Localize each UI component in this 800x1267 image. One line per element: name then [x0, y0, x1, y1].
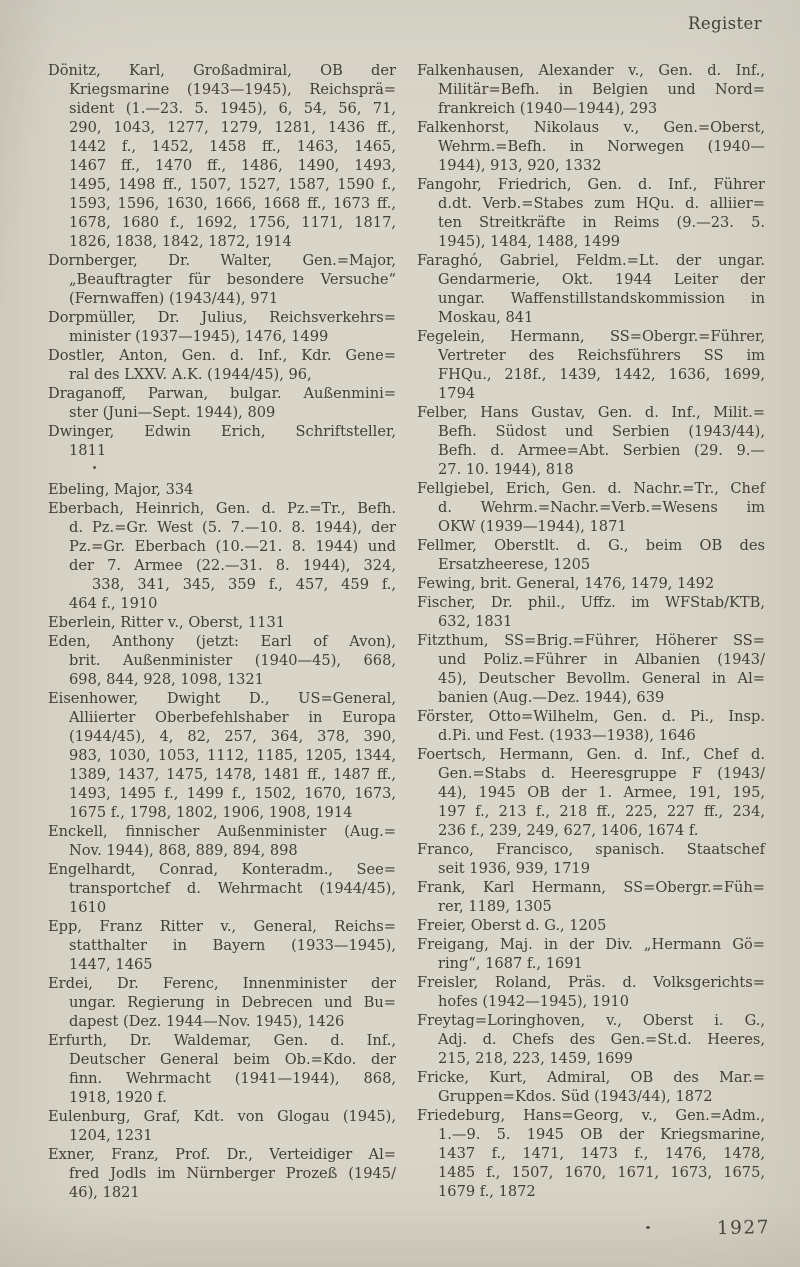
index-entry-line: seit 1936, 939, 1719 [438, 860, 590, 877]
index-entry-line: 983, 1030, 1053, 1112, 1185, 1205, 1344, [69, 747, 396, 764]
index-entry [48, 499, 396, 613]
index-entry-line: Draganoff, Parwan, bulgar. Außenmini= [48, 385, 396, 402]
index-entry [48, 632, 396, 689]
index-entry-line: 1485 f., 1507, 1670, 1671, 1673, 1675, [438, 1164, 765, 1181]
index-entry-line: 1467 ff., 1470 ff., 1486, 1490, 1493, [69, 157, 396, 174]
index-entry-line: OKW (1939—1944), 1871 [438, 518, 627, 535]
index-entry-line: Dornberger, Dr. Walter, Gen.=Major, [48, 252, 396, 269]
index-entry-line: rer, 1189, 1305 [438, 898, 552, 915]
index-entry [48, 1031, 396, 1107]
index-entry-line: Freier, Oberst d. G., 1205 [417, 917, 607, 934]
index-entry-line: Freigang, Maj. in der Div. „Hermann Gö= [417, 936, 765, 953]
index-entry-line: Felber, Hans Gustav, Gen. d. Inf., Milit.= [417, 404, 765, 421]
index-entry [417, 745, 765, 840]
index-entry-line: 632, 1831 [438, 613, 513, 630]
index-entry-line: Ersatzheerese, 1205 [438, 556, 591, 573]
index-entry-line: 1794 [438, 385, 476, 402]
index-entry [417, 840, 765, 878]
index-entry-line: Eden, Anthony (jetzt: Earl of Avon), [48, 633, 396, 650]
index-entry-line: Fellmer, Oberstlt. d. G., beim OB des [417, 537, 765, 554]
index-entry-line: Franco, Francisco, spanisch. Staatschef [417, 841, 765, 858]
index-entry [48, 822, 396, 860]
index-entry-line: 1437 f., 1471, 1473 f., 1476, 1478, [438, 1145, 765, 1162]
index-entry-line: 1610 [69, 899, 107, 916]
index-entry-line: 236 f., 239, 249, 627, 1406, 1674 f. [438, 822, 699, 839]
index-entry-line: Foertsch, Hermann, Gen. d. Inf., Chef d. [417, 746, 765, 763]
index-entry [417, 403, 765, 479]
index-entry [417, 61, 765, 118]
index-entry-line: Kriegsmarine (1943—1945), Reichsprä= [69, 81, 396, 98]
index-entry-line: minister (1937—1945), 1476, 1499 [69, 328, 329, 345]
index-entry-line: Eberbach, Heinrich, Gen. d. Pz.=Tr., Befh. [48, 500, 396, 517]
index-entry-line: (Fernwaffen) (1943/44), 971 [69, 290, 279, 307]
index-entry-line: Fricke, Kurt, Admiral, OB des Mar.= [417, 1069, 765, 1086]
index-entry-line: frankreich (1940—1944), 293 [438, 100, 658, 117]
index-entry-line: transportchef d. Wehrmacht (1944/45), [69, 880, 396, 897]
index-entry-line: Ebeling, Major, 334 [48, 481, 194, 498]
index-entry-line: Enckell, finnischer Außenminister (Aug.= [48, 823, 396, 840]
index-entry [48, 346, 396, 384]
index-entry-line: 290, 1043, 1277, 1279, 1281, 1436 ff., [69, 119, 396, 136]
index-entry-line: Freisler, Roland, Präs. d. Volksgerichts= [417, 974, 765, 991]
index-entry [417, 593, 765, 631]
index-entry-line: brit. Außenminister (1940—45), 668, [69, 652, 396, 669]
index-entry-line: Moskau, 841 [438, 309, 534, 326]
index-entry-line: Deutscher General beim Ob.=Kdo. der [69, 1051, 396, 1068]
index-entry-line: Faraghó, Gabriel, Feldm.=Lt. der ungar. [417, 252, 765, 269]
index-entry-line: 1679 f., 1872 [438, 1183, 536, 1200]
index-entry [417, 479, 765, 536]
index-entry-line: Gruppen=Kdos. Süd (1943/44), 1872 [438, 1088, 713, 1105]
index-entry [417, 175, 765, 251]
index-entry [48, 689, 396, 822]
index-entry [48, 308, 396, 346]
index-entry-line: Alliierter Oberbefehlshaber in Europa [69, 709, 396, 726]
index-entry-line: sident (1.—23. 5. 1945), 6, 54, 56, 71, [69, 100, 396, 117]
index-entry [48, 480, 396, 499]
index-entry-line: statthalter in Bayern (1933—1945), [69, 937, 396, 954]
index-entry-line: Fewing, brit. General, 1476, 1479, 1492 [417, 575, 715, 592]
index-entry-line: Fellgiebel, Erich, Gen. d. Nachr.=Tr., Chef [417, 480, 765, 497]
index-entry-line: Erfurth, Dr. Waldemar, Gen. d. Inf., [48, 1032, 396, 1049]
index-entry-line: Gendarmerie, Okt. 1944 Leiter der [438, 271, 765, 288]
index-entry-line: ten Streitkräfte in Reims (9.—23. 5. [438, 214, 765, 231]
index-entry-line: Adj. d. Chefs des Gen.=St.d. Heeres, [438, 1031, 765, 1048]
index-entry-line: Falkenhausen, Alexander v., Gen. d. Inf., [417, 62, 765, 79]
index-entry-line: Vertreter des Reichsführers SS im [438, 347, 765, 364]
index-entry-line: Nov. 1944), 868, 889, 894, 898 [69, 842, 298, 859]
index-entry-line: Befh. d. Armee=Abt. Serbien (29. 9.— [438, 442, 765, 459]
index-entry-line: 464 f., 1910 [69, 595, 158, 612]
index-entry-line: 1389, 1437, 1475, 1478, 1481 ff., 1487 ff., [69, 766, 396, 783]
index-entry-line: 27. 10. 1944), 818 [438, 461, 574, 478]
index-entry-line: d.dt. Verb.=Stabes zum HQu. d. alliier= [438, 195, 765, 212]
index-entry-line: 45), Deutscher Bevollm. General in Al= [438, 670, 765, 687]
index-entry-line: hofes (1942—1945), 1910 [438, 993, 630, 1010]
index-column-right [417, 61, 765, 1201]
index-entry-line: Dostler, Anton, Gen. d. Inf., Kdr. Gene= [48, 347, 396, 364]
index-entry [48, 1145, 396, 1202]
index-entry-line: Freytag=Loringhoven, v., Oberst i. G., [417, 1012, 765, 1029]
index-entry-line: Falkenhorst, Nikolaus v., Gen.=Oberst, [417, 119, 765, 136]
index-entry-line: Engelhardt, Conrad, Konteradm., See= [48, 861, 396, 878]
index-entry-line: Pz.=Gr. Eberbach (10.—21. 8. 1944) und [69, 538, 396, 555]
index-entry-line: Befh. Südost und Serbien (1943/44), [438, 423, 765, 440]
index-entry [417, 574, 765, 593]
index-entry-line: ungar. Regierung in Debrecen und Bu= [69, 994, 396, 1011]
ink-speck [93, 466, 96, 469]
index-entry [417, 935, 765, 973]
index-entry [417, 1106, 765, 1201]
index-entry-line: ungar. Waffenstillstandskommission in [438, 290, 765, 307]
index-entry-line: (1944/45), 4, 82, 257, 364, 378, 390, [69, 728, 396, 745]
index-entry-line: banien (Aug.—Dez. 1944), 639 [438, 689, 665, 706]
index-entry-line: finn. Wehrmacht (1941—1944), 868, [69, 1070, 396, 1087]
index-entry-line: 698, 844, 928, 1098, 1321 [69, 671, 264, 688]
index-entry-line: Exner, Franz, Prof. Dr., Verteidiger Al= [48, 1146, 396, 1163]
index-entry-line: 1944), 913, 920, 1332 [438, 157, 602, 174]
index-entry [417, 878, 765, 916]
index-entry-line: 1918, 1920 f. [69, 1089, 167, 1106]
index-entry-line: d.Pi. und Fest. (1933—1938), 1646 [438, 727, 696, 744]
index-entry [417, 327, 765, 403]
index-entry-line: 1495, 1498 ff., 1507, 1527, 1587, 1590 f., [69, 176, 396, 193]
index-entry-line: 1826, 1838, 1842, 1872, 1914 [69, 233, 292, 250]
index-entry [48, 1107, 396, 1145]
index-entry-line: Fitzthum, SS=Brig.=Führer, Höherer SS= [417, 632, 765, 649]
index-entry-line: d. Wehrm.=Nachr.=Verb.=Wesens im [438, 499, 765, 516]
index-entry-line: 1945), 1484, 1488, 1499 [438, 233, 621, 250]
index-entry-line: Fegelein, Hermann, SS=Obergr.=Führer, [417, 328, 765, 345]
index-entry-line: d. Pz.=Gr. West (5. 7.—10. 8. 1944), der [69, 519, 396, 536]
index-entry [417, 916, 765, 935]
index-entry-line: „Beauftragter für besondere Versuche“ [69, 271, 396, 288]
index-entry-line: und Poliz.=Führer in Albanien (1943/ [438, 651, 765, 668]
index-entry [417, 1011, 765, 1068]
index-entry-line: Dorpmüller, Dr. Julius, Reichsverkehrs= [48, 309, 396, 326]
index-column-left [48, 61, 396, 1202]
index-entry-line: Dwinger, Edwin Erich, Schriftsteller, [48, 423, 396, 440]
index-entry-line: fred Jodls im Nürnberger Prozeß (1945/ [69, 1165, 396, 1182]
index-entry-line: Frank, Karl Hermann, SS=Obergr.=Füh= [417, 879, 765, 896]
index-entry [417, 973, 765, 1011]
index-entry [417, 631, 765, 707]
index-entry [48, 61, 396, 251]
index-entry-line: 1811 [69, 442, 107, 459]
index-entry-line: 1493, 1495 f., 1499 f., 1502, 1670, 1673, [69, 785, 396, 802]
ink-speck [646, 1226, 650, 1229]
index-entry [48, 917, 396, 974]
index-entry-line: 1204, 1231 [69, 1127, 153, 1144]
index-entry-line: Eisenhower, Dwight D., US=General, [48, 690, 396, 707]
index-entry [417, 536, 765, 574]
page-number: 1927 [716, 1217, 771, 1240]
index-entry-line: ral des LXXV. A.K. (1944/45), 96, [69, 366, 312, 383]
index-entry-line: Fischer, Dr. phil., Uffz. im WFStab/KTB, [417, 594, 765, 611]
index-entry-line: Eulenburg, Graf, Kdt. von Glogau (1945), [48, 1108, 396, 1125]
index-entry-line: 215, 218, 223, 1459, 1699 [438, 1050, 633, 1067]
index-entry-line: FHQu., 218f., 1439, 1442, 1636, 1699, [438, 366, 765, 383]
index-entry-line: Eberlein, Ritter v., Oberst, 1131 [48, 614, 286, 631]
index-entry-line: Dönitz, Karl, Großadmiral, OB der [48, 62, 396, 79]
index-entry [417, 1068, 765, 1106]
index-entry [417, 118, 765, 175]
index-entry-line: dapest (Dez. 1944—Nov. 1945), 1426 [69, 1013, 345, 1030]
index-entry [48, 613, 396, 632]
index-entry-line: Epp, Franz Ritter v., General, Reichs= [48, 918, 396, 935]
index-entry-line: ster (Juni—Sept. 1944), 809 [69, 404, 276, 421]
index-entry-line: Friedeburg, Hans=Georg, v., Gen.=Adm., [417, 1107, 765, 1124]
index-entry-line: 46), 1821 [69, 1184, 140, 1201]
index-entry-line: Fangohr, Friedrich, Gen. d. Inf., Führer [417, 176, 765, 193]
index-entry [48, 384, 396, 422]
index-entry [48, 422, 396, 460]
index-entry [48, 860, 396, 917]
index-entry-line: 1678, 1680 f., 1692, 1756, 1171, 1817, [69, 214, 396, 231]
index-entry-line: 338, 341, 345, 359 f., 457, 459 f., [92, 576, 396, 593]
index-entry-line: Gen.=Stabs d. Heeresgruppe F (1943/ [438, 765, 765, 782]
index-entry-line: 1442 f., 1452, 1458 ff., 1463, 1465, [69, 138, 396, 155]
index-entry [48, 251, 396, 308]
index-entry-line: Erdei, Dr. Ferenc, Innenminister der [48, 975, 396, 992]
index-entry [48, 974, 396, 1031]
index-entry-line: Wehrm.=Befh. in Norwegen (1940— [438, 138, 765, 155]
index-entry-line: Förster, Otto=Wilhelm, Gen. d. Pi., Insp. [417, 708, 765, 725]
index-entry-line: 1.—9. 5. 1945 OB der Kriegsmarine, [438, 1126, 765, 1143]
running-header: Register [688, 14, 762, 33]
index-entry-line: der 7. Armee (22.—31. 8. 1944), 324, [69, 557, 396, 574]
index-entry-line: ring“, 1687 f., 1691 [438, 955, 583, 972]
index-entry-line: 197 f., 213 f., 218 ff., 225, 227 ff., 234, [438, 803, 765, 820]
index-entry-line: 44), 1945 OB der 1. Armee, 191, 195, [438, 784, 765, 801]
index-entry-line: 1593, 1596, 1630, 1666, 1668 ff., 1673 ff., [69, 195, 396, 212]
index-entry [417, 707, 765, 745]
index-entry-line: Militär=Befh. in Belgien und Nord= [438, 81, 765, 98]
index-entry-line: 1447, 1465 [69, 956, 153, 973]
index-entry-line: 1675 f., 1798, 1802, 1906, 1908, 1914 [69, 804, 353, 821]
index-entry [417, 251, 765, 327]
